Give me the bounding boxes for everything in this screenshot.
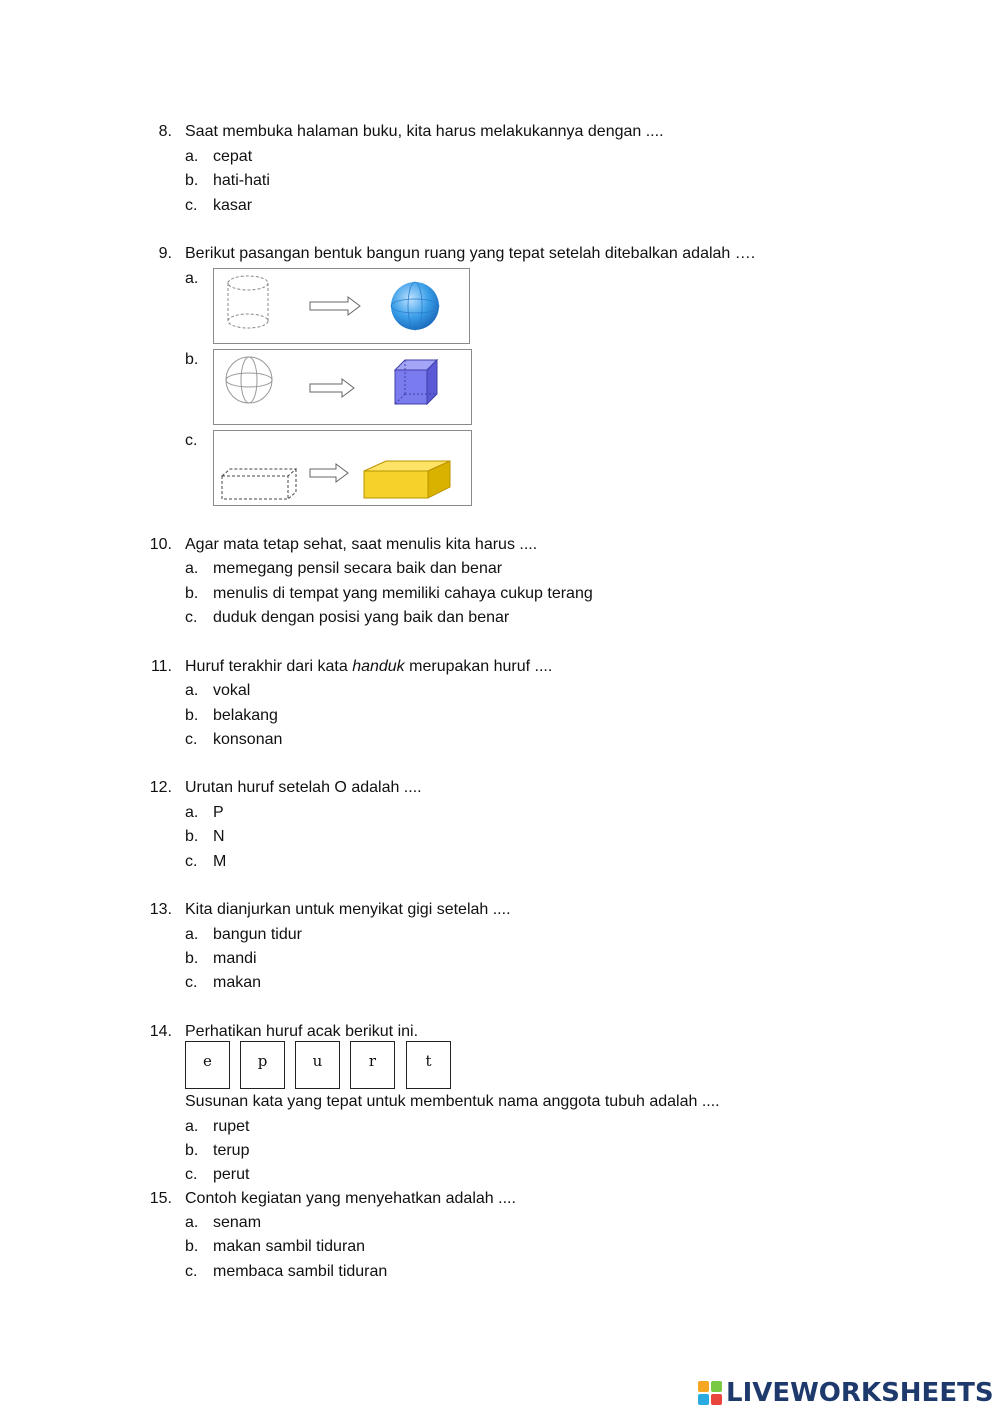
option-text[interactable]: terup: [213, 1142, 250, 1159]
question-number: 14.: [149, 1023, 172, 1040]
option-image-box-cuboid[interactable]: [213, 430, 472, 506]
liveworksheets-logo[interactable]: [698, 1378, 994, 1408]
option-label: a.: [185, 1118, 199, 1135]
option-label: b.: [185, 828, 199, 845]
option-image-sphere-cube[interactable]: [213, 349, 472, 425]
option-text[interactable]: N: [213, 828, 225, 845]
question-text: Urutan huruf setelah O adalah ....: [185, 779, 422, 796]
option-text[interactable]: mandi: [213, 950, 257, 967]
option-label: b.: [185, 351, 199, 368]
option-label: c.: [185, 609, 198, 626]
letter-tile: r: [350, 1041, 395, 1089]
question-text-2: Susunan kata yang tepat untuk membentuk nama anggota tubuh adalah ....: [185, 1093, 720, 1110]
option-text[interactable]: makan sambil tiduran: [213, 1238, 366, 1255]
option-label: a.: [185, 270, 199, 287]
option-label: b.: [185, 585, 199, 602]
letter-tile: u: [295, 1041, 340, 1089]
arrow-icon: [310, 297, 360, 315]
option-text[interactable]: konsonan: [213, 731, 283, 748]
letter-tile: p: [240, 1041, 285, 1089]
option-text[interactable]: bangun tidur: [213, 926, 302, 943]
arrow-icon: [310, 379, 354, 397]
option-label: c.: [185, 731, 198, 748]
option-text[interactable]: memegang pensil secara baik dan benar: [213, 560, 503, 577]
option-label: c.: [185, 974, 198, 991]
option-image-cylinder-sphere[interactable]: [213, 268, 470, 344]
option-label: a.: [185, 148, 199, 165]
question-number: 15.: [149, 1190, 172, 1207]
option-label: a.: [185, 804, 199, 821]
option-text[interactable]: rupet: [213, 1118, 250, 1135]
question-number: 13.: [149, 901, 172, 918]
letter-tile: e: [185, 1041, 230, 1089]
question-text: Saat membuka halaman buku, kita harus melakukannya dengan ....: [185, 123, 664, 140]
purple-cube-icon: [395, 360, 437, 404]
question-text: Kita dianjurkan untuk menyikat gigi setelah ....: [185, 901, 511, 918]
option-text[interactable]: perut: [213, 1166, 250, 1183]
option-text[interactable]: hati-hati: [213, 172, 270, 189]
question-text: Contoh kegiatan yang menyehatkan adalah ....: [185, 1190, 516, 1207]
option-label: c.: [185, 1166, 198, 1183]
option-label: b.: [185, 172, 199, 189]
option-label: c.: [185, 853, 198, 870]
blue-sphere-icon: [391, 282, 439, 330]
option-text[interactable]: makan: [213, 974, 262, 991]
question-number: 10.: [149, 536, 172, 553]
option-label: a.: [185, 1214, 199, 1231]
option-text[interactable]: kasar: [213, 197, 253, 214]
question-text: Berikut pasangan bentuk bangun ruang yang tepat setelah ditebalkan adalah ….: [185, 245, 756, 262]
option-label: b.: [185, 1142, 199, 1159]
dashed-box-icon: [222, 469, 296, 499]
question-text: Huruf terakhir dari kata handuk merupakan huruf ....: [185, 658, 553, 675]
option-text[interactable]: duduk dengan posisi yang baik dan benar: [213, 609, 510, 626]
question-text: Perhatikan huruf acak berikut ini.: [185, 1023, 419, 1040]
option-label: b.: [185, 950, 199, 967]
letter-tile: t: [406, 1041, 451, 1089]
italic-word: handuk: [352, 658, 405, 675]
question-number: 8.: [158, 123, 172, 140]
option-text[interactable]: membaca sambil tiduran: [213, 1263, 388, 1280]
arrow-icon: [310, 464, 348, 482]
option-text[interactable]: M: [213, 853, 227, 870]
question-number: 9.: [158, 245, 172, 262]
option-label: a.: [185, 560, 199, 577]
option-label: a.: [185, 926, 199, 943]
option-label: b.: [185, 1238, 199, 1255]
option-label: c.: [185, 432, 198, 449]
sphere-outline-icon: [226, 357, 272, 403]
option-text[interactable]: belakang: [213, 707, 278, 724]
logo-text: LIVEWORKSHEETS: [726, 1378, 994, 1408]
option-text[interactable]: menulis di tempat yang memiliki cahaya cukup terang: [213, 585, 593, 602]
question-text: Agar mata tetap sehat, saat menulis kita harus ....: [185, 536, 538, 553]
option-label: a.: [185, 682, 199, 699]
option-text[interactable]: cepat: [213, 148, 253, 165]
question-number: 11.: [150, 658, 172, 675]
option-text[interactable]: senam: [213, 1214, 262, 1231]
question-number: 12.: [149, 779, 172, 796]
dashed-cylinder-icon: [228, 276, 268, 328]
liveworksheets-logo-icon: [698, 1381, 722, 1405]
option-label: c.: [185, 197, 198, 214]
option-label: c.: [185, 1263, 198, 1280]
yellow-cuboid-icon: [364, 461, 450, 498]
option-text[interactable]: vokal: [213, 682, 251, 699]
option-label: b.: [185, 707, 199, 724]
option-text[interactable]: P: [213, 804, 224, 821]
